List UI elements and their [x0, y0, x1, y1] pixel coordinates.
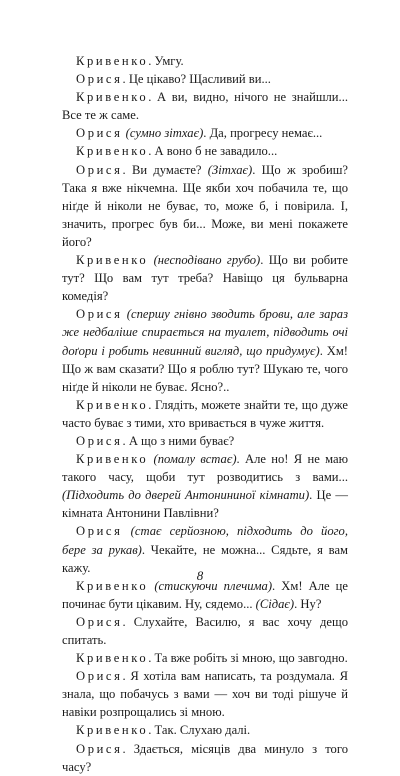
dialogue-text: . Ну?	[294, 596, 322, 611]
speaker-name: Кривенко	[76, 452, 149, 467]
dialogue-paragraph	[62, 649, 348, 667]
stage-direction: (Підходить до дверей Антонининої кімнати)	[62, 488, 310, 503]
dialogue-paragraph	[62, 613, 348, 649]
speaker-name: Орися	[76, 741, 123, 756]
speaker-name: Кривенко	[76, 397, 149, 412]
dialogue-text: . Це — кімната Антонини Павлівни?	[62, 488, 348, 521]
dialogue-text: . Так. Слухаю далі.	[148, 723, 251, 738]
stage-direction: (помалу встає)	[153, 452, 237, 467]
speaker-name: Орися	[76, 669, 123, 684]
dialogue-text: . Ви думаєте?	[122, 162, 208, 177]
dialogue-text: . Я хотіла вам написать, та роздумала. Я знала, що побачусь з вами — хоч ви тоді рішуче й навіки розпрощались зі мною.	[62, 669, 348, 720]
dialogue-paragraph	[62, 88, 348, 124]
dialogue-paragraph	[62, 450, 348, 522]
speaker-name: Кривенко	[76, 253, 149, 268]
dialogue-text: . Умгу.	[148, 54, 184, 68]
speaker-name: Кривенко	[76, 54, 149, 68]
dialogue-text: . Слухайте, Василю, я вас хочу дещо спитать.	[62, 614, 348, 647]
stage-direction: (Зітхає)	[207, 162, 253, 177]
dialogue-paragraph	[62, 305, 348, 395]
speaker-name: Орися	[76, 433, 123, 448]
dialogue-text: . Та вже робіть зі мною, що завгодно.	[148, 651, 348, 666]
speaker-name: Кривенко	[76, 651, 149, 666]
speaker-name: Орися	[76, 162, 123, 177]
dialogue-text	[123, 524, 131, 538]
dialogue-paragraph	[62, 396, 348, 432]
dialogue-text: . Хм! Що ж вам сказати? Що я роблю тут? Шукаю те, чого ніґде й ніколи не буває. Ясно?..	[62, 343, 348, 394]
dialogue-text: . Хм! Але це починає бути цікавим. Ну, сядемо...	[62, 578, 348, 611]
speaker-name: Кривенко	[76, 723, 149, 738]
dialogue-paragraph	[62, 667, 348, 721]
stage-direction: (несподівано грубо)	[153, 253, 261, 268]
stage-direction: (Сідає)	[255, 596, 295, 611]
dialogue-paragraph	[62, 52, 348, 70]
dialogue-text: . А ви, видно, нічого не знайшли... Все те ж саме.	[62, 90, 348, 123]
dialogue-paragraph	[62, 251, 348, 305]
speaker-name: Кривенко	[76, 578, 149, 593]
speaker-name: Кривенко	[76, 144, 149, 159]
speaker-name: Орися	[76, 614, 123, 629]
stage-direction: (стає серйозною, підходить до його, бере за рукав)	[62, 524, 348, 557]
dialogue-text: . Але но! Я не маю такого часу, щоби тут розводитись з вами...	[62, 452, 348, 485]
play-text	[62, 52, 348, 776]
dialogue-paragraph	[62, 740, 348, 776]
speaker-name: Орися	[76, 524, 123, 539]
dialogue-text: . Здається, місяців два минуло з того часу?	[62, 741, 348, 774]
dialogue-paragraph	[62, 70, 348, 88]
speaker-name: Орися	[76, 126, 123, 141]
dialogue-text: . Да, прогресу немає...	[203, 126, 323, 141]
speaker-name: Орися	[76, 307, 123, 322]
dialogue-paragraph	[62, 161, 348, 251]
speaker-name: Орися	[76, 72, 123, 87]
stage-direction: (спершу гнівно зводить брови, але зараз же недбаліше спирається на туалет, підводить очі доґори і робить невинний вигляд, що придумує)	[62, 307, 348, 358]
dialogue-paragraph	[62, 142, 348, 160]
dialogue-paragraph	[62, 124, 348, 142]
stage-direction: (сумно зітхає)	[125, 126, 204, 141]
dialogue-text: . А воно б не завадило...	[148, 144, 278, 159]
dialogue-text: . Це цікаво? Щасливий ви...	[122, 72, 271, 87]
speaker-name: Кривенко	[76, 90, 149, 105]
stage-direction: (стискуючи плечима)	[154, 578, 273, 593]
dialogue-text: . А що з ними буває?	[122, 433, 235, 448]
dialogue-text: . Глядіть, можете знайти те, що дуже часто буває з тими, хто вривається в чуже життя.	[62, 397, 348, 430]
dialogue-paragraph	[62, 432, 348, 450]
dialogue-text: . Чекайте, не можна... Сядьте, я вам кажу.	[62, 542, 348, 575]
page-number: 8	[196, 568, 204, 583]
dialogue-text: . Що ж зробиш? Така я вже нікчемна. Ще якби хоч побачила те, що ніґде й ніколи не буває, то, може б, і повірила. І, значить, прогрес був би... Може, ви мені покажете його?	[62, 162, 348, 249]
dialogue-text: . Що ви робите тут? Що вам тут треба? Навіщо ця бульварна комедія?	[62, 253, 348, 304]
dialogue-paragraph	[62, 721, 348, 739]
